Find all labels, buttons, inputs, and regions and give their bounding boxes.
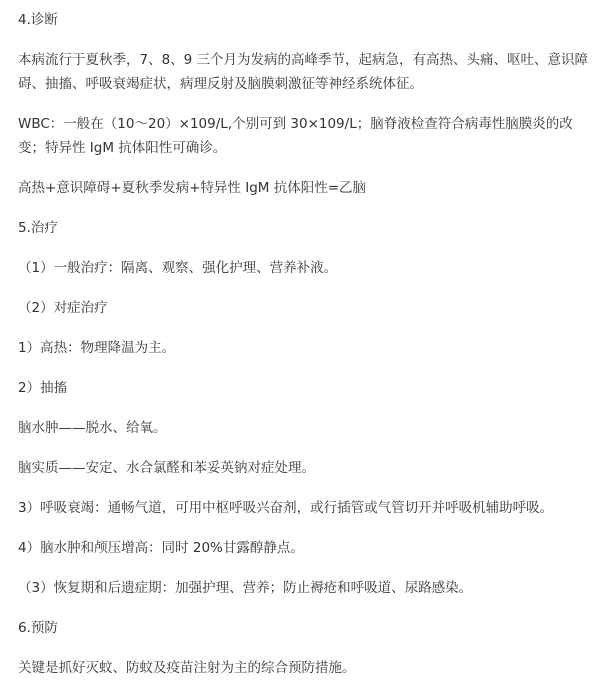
document-body xyxy=(18,8,598,680)
paragraph-lab-findings: WBC：一般在（10～20）×109/L,个别可到 30×109/L；脑脊液检查符合病毒性脑膜炎的改变；特异性 IgM 抗体阳性可确诊。 xyxy=(18,116,573,156)
paragraph-brain-parenchyma: 脑实质——安定、水合氯醛和苯妥英钠对症处理。 xyxy=(18,460,315,476)
paragraph-fever: 1）高热：物理降温为主。 xyxy=(18,340,176,356)
heading-diagnosis: 4.诊断 xyxy=(18,12,58,28)
heading-treatment: 5.治疗 xyxy=(18,220,58,236)
paragraph-symptomatic-treatment: （2）对症治疗 xyxy=(18,300,108,316)
paragraph-prevention: 关键是抓好灭蚊、防蚊及疫苗注射为主的综合预防措施。 xyxy=(18,660,356,676)
paragraph-recovery: （3）恢复期和后遗症期：加强护理、营养；防止褥疮和呼吸道、尿路感染。 xyxy=(18,580,473,596)
paragraph-intracranial-pressure: 4）脑水肿和颅压增高：同时 20%甘露醇静点。 xyxy=(18,540,304,556)
paragraph-epidemiology: 本病流行于夏秋季，7、8、9 三个月为发病的高峰季节，起病急，有高热、头痛、呕吐、意识障碍、抽搐、呼吸衰竭症状，病理反射及脑膜刺激征等神经系统体征。 xyxy=(18,52,589,92)
paragraph-respiratory-failure: 3）呼吸衰竭：通畅气道，可用中枢呼吸兴奋剂，或行插管或气管切开并呼吸机辅助呼吸。 xyxy=(18,500,554,516)
paragraph-general-treatment: （1）一般治疗：隔离、观察、强化护理、营养补液。 xyxy=(18,260,338,276)
heading-prevention: 6.预防 xyxy=(18,620,58,636)
paragraph-seizure: 2）抽搐 xyxy=(18,380,68,396)
paragraph-diagnosis-summary: 高热+意识障碍+夏秋季发病+特异性 IgM 抗体阳性=乙脑 xyxy=(18,180,367,196)
paragraph-cerebral-edema: 脑水肿——脱水、给氧。 xyxy=(18,420,167,436)
